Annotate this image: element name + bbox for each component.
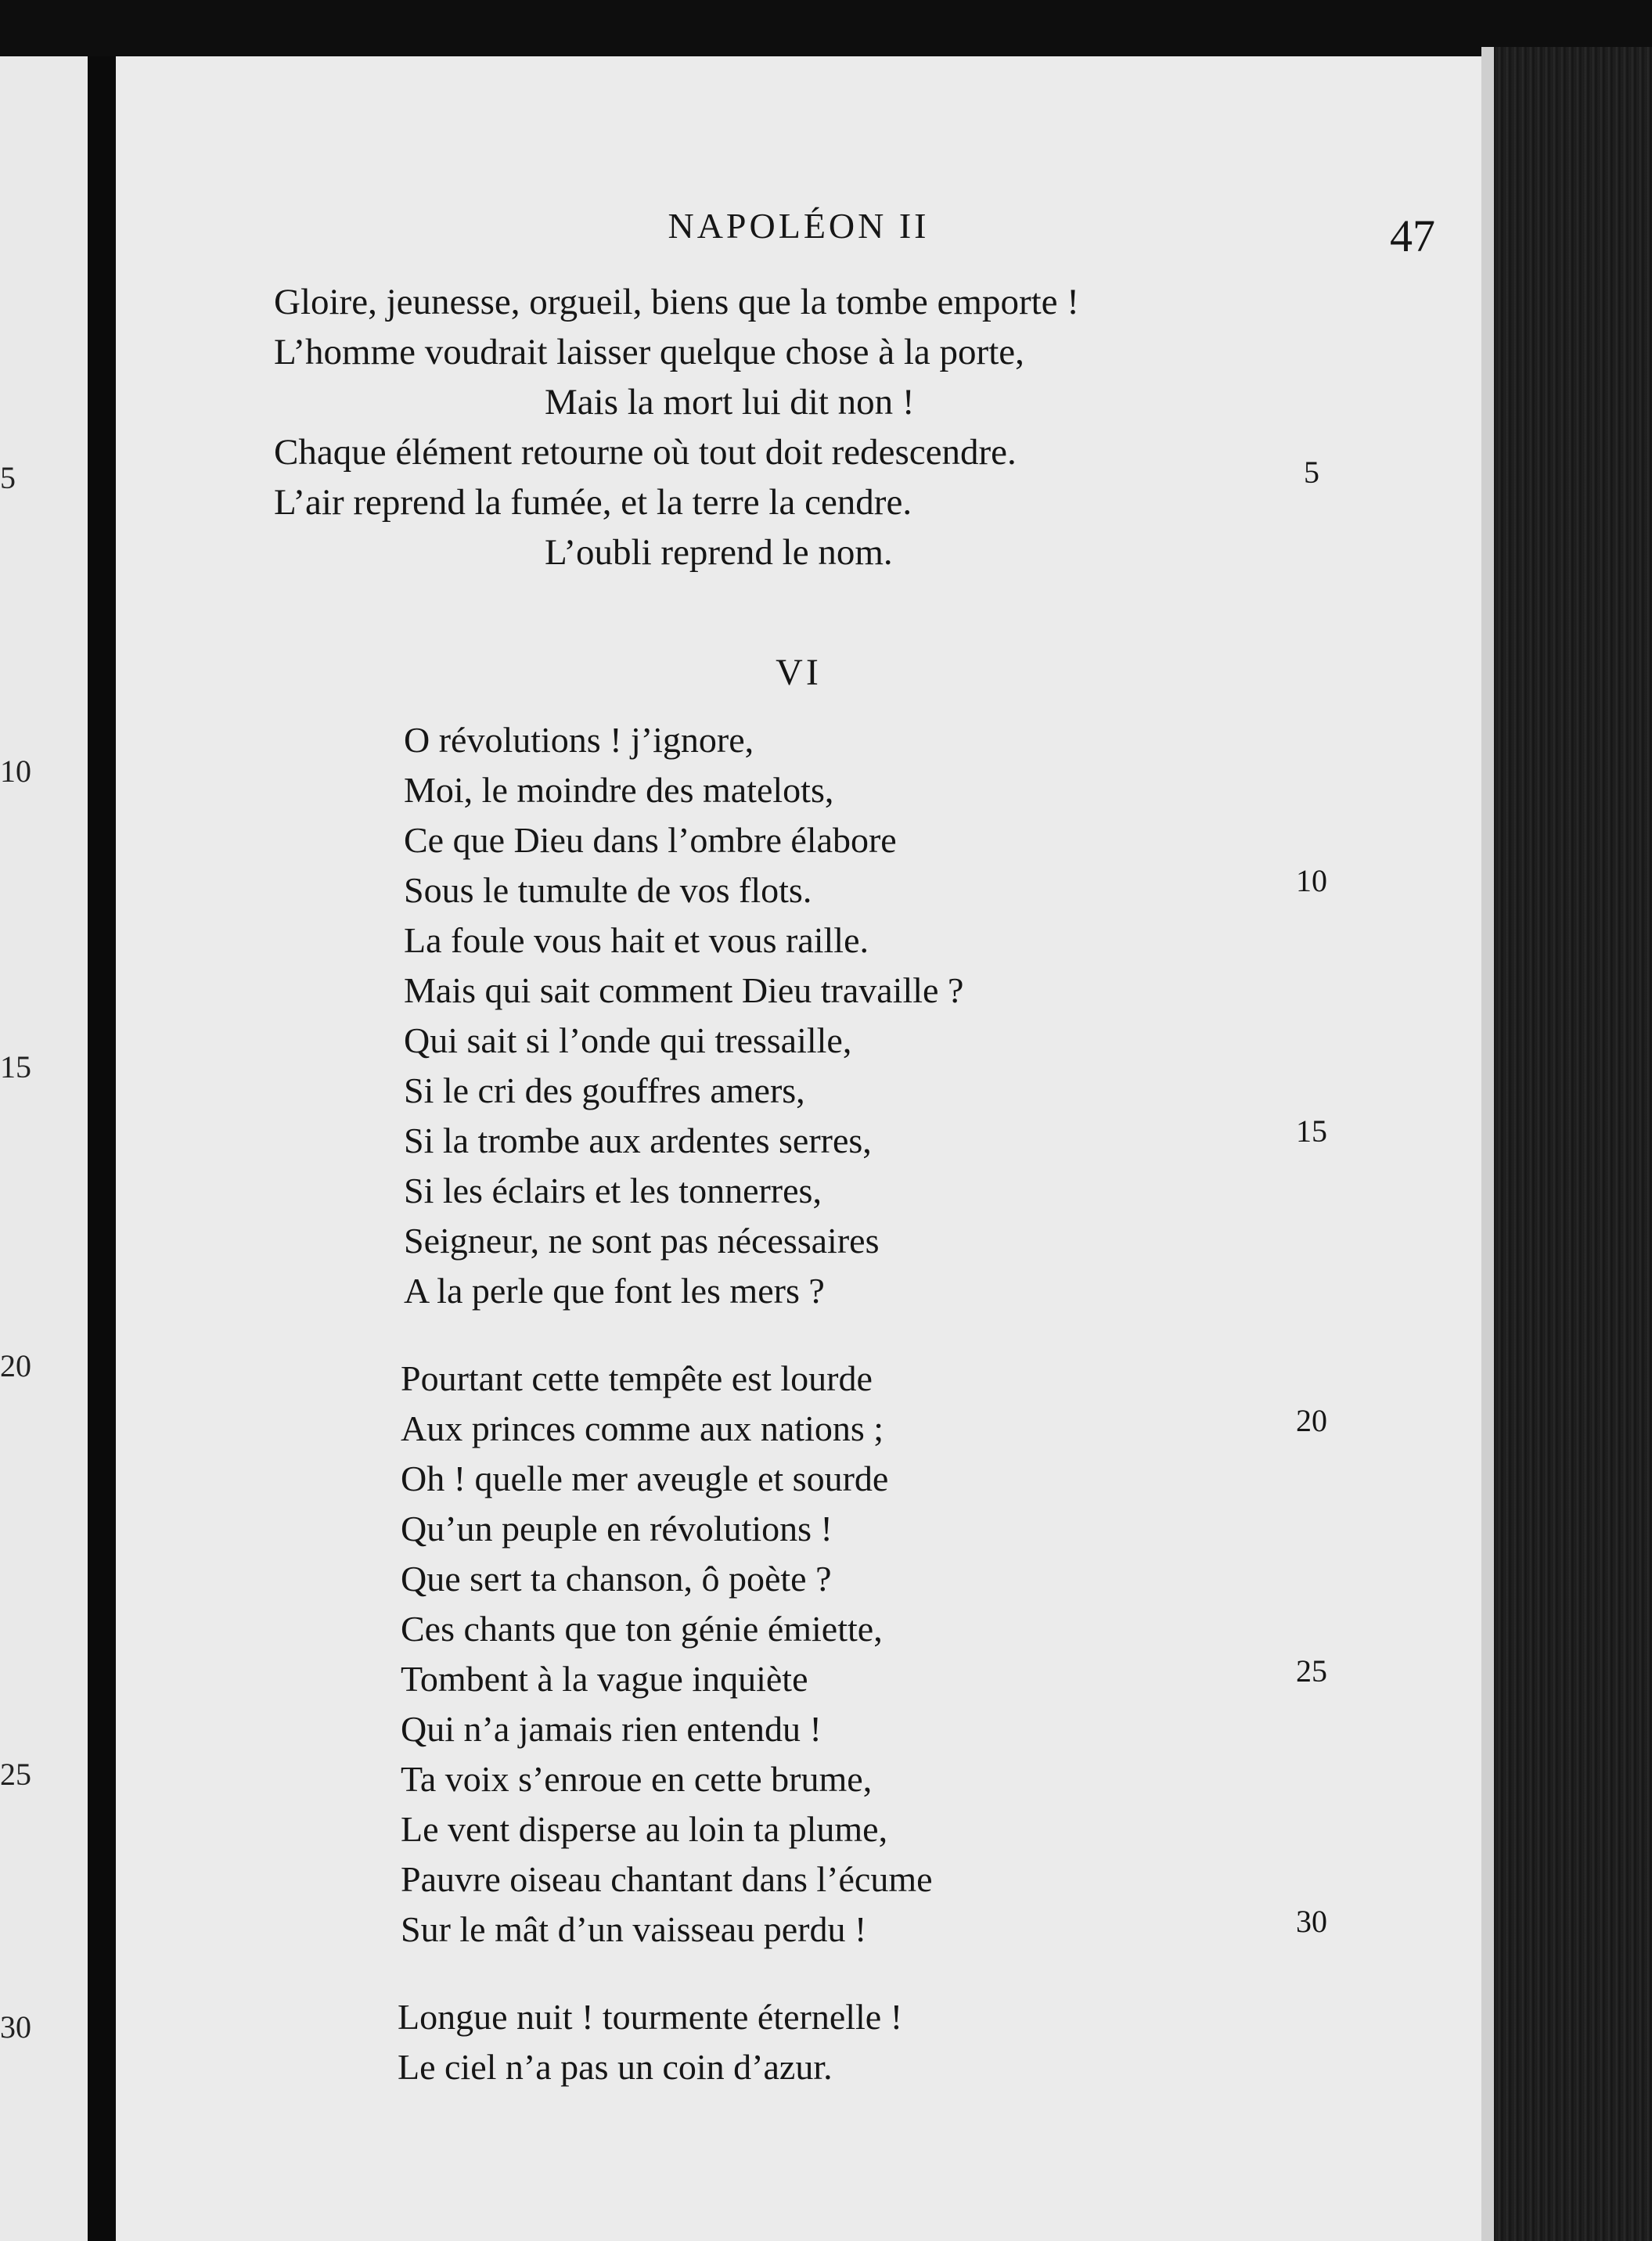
- page-edge-shadow: [1481, 47, 1494, 2241]
- verse-line: Moi, le moindre des matelots,: [404, 770, 834, 810]
- verse-line: Oh ! quelle mer aveugle et sourde: [401, 1459, 889, 1498]
- line-number: 20: [1296, 1403, 1327, 1438]
- verse-line: L’homme voudrait laisser quelque chose à la porte,: [274, 332, 1024, 372]
- facing-line-number: 10: [0, 754, 31, 789]
- verse-line: Gloire, jeunesse, orgueil, biens que la tombe emporte !: [274, 282, 1079, 322]
- verse-line: Pauvre oiseau chantant dans l’écume: [401, 1859, 933, 1899]
- facing-line-number: 5: [0, 460, 16, 495]
- verse-line: Seigneur, ne sont pas nécessaires: [404, 1221, 880, 1261]
- verse-line: Qui n’a jamais rien entendu !: [401, 1709, 822, 1749]
- verse-line: L’air reprend la fumée, et la terre la cendre.: [274, 482, 912, 523]
- verse-line: Le vent disperse au loin ta plume,: [401, 1809, 888, 1849]
- verse-line: La foule vous hait et vous raille.: [404, 920, 869, 960]
- facing-line-number: 30: [0, 2009, 31, 2045]
- book-page: [116, 56, 1481, 2241]
- verse-line: Qu’un peuple en révolutions !: [401, 1509, 833, 1549]
- facing-line-number: 20: [0, 1348, 31, 1383]
- book-edge: [1481, 47, 1652, 2241]
- verse-line: A la perle que font les mers ?: [404, 1271, 825, 1311]
- verse-line: Ce que Dieu dans l’ombre élabore: [404, 820, 897, 860]
- verse-line: Sur le mât d’un vaisseau perdu !: [401, 1909, 867, 1949]
- book-gutter: [88, 56, 116, 2241]
- verse-line: Mais la mort lui dit non !: [545, 382, 915, 423]
- facing-line-number: 15: [0, 1049, 31, 1085]
- verse-line: Qui sait si l’onde qui tressaille,: [404, 1020, 852, 1060]
- facing-page-edge: [0, 56, 92, 2241]
- verse-line: Pourtant cette tempête est lourde: [401, 1358, 873, 1398]
- verse-line: Ta voix s’enroue en cette brume,: [401, 1759, 873, 1799]
- verse-line: Si la trombe aux ardentes serres,: [404, 1120, 872, 1160]
- line-number: 15: [1296, 1113, 1327, 1149]
- line-number: 25: [1296, 1653, 1327, 1689]
- page-number: 47: [1390, 210, 1435, 261]
- verse-line: Ces chants que ton génie émiette,: [401, 1609, 883, 1649]
- verse-line: Longue nuit ! tourmente éternelle !: [398, 1997, 903, 2037]
- verse-line: Mais qui sait comment Dieu travaille ?: [404, 970, 964, 1010]
- line-number: 10: [1296, 863, 1327, 898]
- verse-line: Que sert ta chanson, ô poète ?: [401, 1559, 832, 1599]
- verse-line: Sous le tumulte de vos flots.: [404, 870, 812, 910]
- verse-line: O révolutions ! j’ignore,: [404, 720, 754, 760]
- verse-line: Tombent à la vague inquiète: [401, 1659, 808, 1699]
- verse-line: Si les éclairs et les tonnerres,: [404, 1171, 822, 1210]
- facing-line-number: 25: [0, 1757, 31, 1792]
- verse-line: L’oubli reprend le nom.: [545, 532, 893, 573]
- line-number: 5: [1304, 455, 1319, 490]
- running-head: NAPOLÉON II: [668, 206, 930, 246]
- line-number: 30: [1296, 1904, 1327, 1939]
- verse-line: Aux princes comme aux nations ;: [401, 1408, 884, 1448]
- verse-line: Si le cri des gouffres amers,: [404, 1070, 805, 1110]
- section-title: VI: [776, 652, 822, 693]
- verse-line: Le ciel n’a pas un coin d’azur.: [398, 2047, 833, 2087]
- verse-line: Chaque élément retourne où tout doit redescendre.: [274, 432, 1017, 473]
